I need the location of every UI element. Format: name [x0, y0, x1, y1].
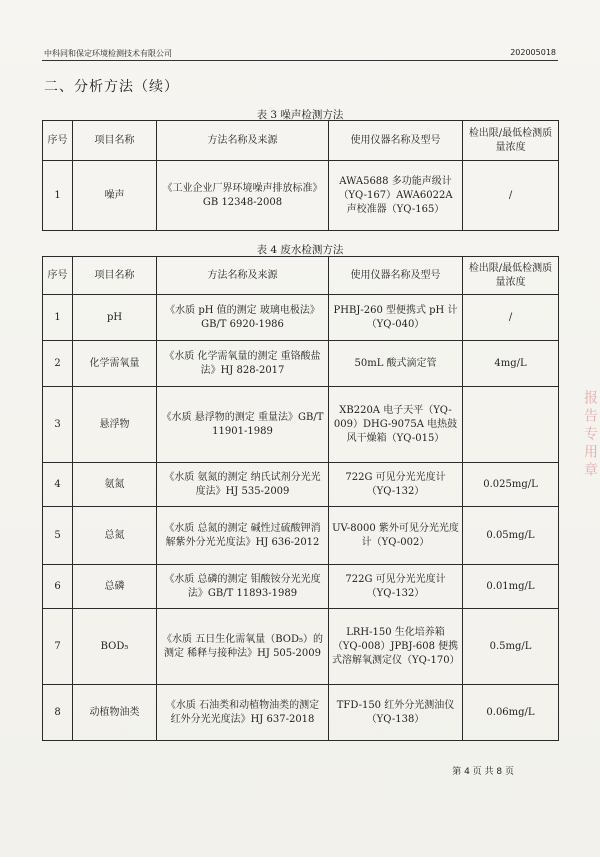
cell-item: 化学需氧量 [73, 341, 157, 387]
table-row [43, 507, 559, 565]
cell-item: BOD₅ [73, 609, 157, 685]
cell-instrument: PHBJ-260 型便携式 pH 计（YQ-040） [329, 295, 463, 341]
col-header: 使用仪器名称及型号 [329, 257, 463, 295]
page-header [44, 48, 556, 59]
cell-method: 《水质 总磷的测定 钼酸铵分光光度法》GB/T 11893-1989 [157, 565, 329, 609]
col-header: 方法名称及来源 [157, 257, 329, 295]
header-divider [42, 60, 558, 61]
cell-instrument: 50mL 酸式滴定管 [329, 341, 463, 387]
col-header: 检出限/最低检测质量浓度 [463, 121, 559, 161]
table-row [43, 341, 559, 387]
cell-method: 《水质 总氮的测定 碱性过硫酸钾消解紫外分光光度法》HJ 636-2012 [157, 507, 329, 565]
table-row [43, 609, 559, 685]
cell-limit: 0.025mg/L [463, 463, 559, 507]
cell-limit: 0.05mg/L [463, 507, 559, 565]
table-row [43, 161, 559, 231]
page-number: 第 4 页 共 8 页 [452, 767, 514, 777]
cell-limit: 0.5mg/L [463, 609, 559, 685]
cell-instrument: TFD-150 红外分光测油仪（YQ-138） [329, 685, 463, 741]
col-header: 使用仪器名称及型号 [329, 121, 463, 161]
cell-method: 《水质 化学需氧量的测定 重铬酸盐法》HJ 828-2017 [157, 341, 329, 387]
cell-instrument: 722G 可见分光光度计（YQ-132） [329, 463, 463, 507]
col-header: 项目名称 [73, 257, 157, 295]
cell-method: 《工业企业厂界环境噪声排放标准》GB 12348-2008 [157, 161, 329, 231]
section-title: 二、分析方法（续） [44, 79, 179, 95]
col-header: 序号 [43, 257, 73, 295]
cell-method: 《水质 五日生化需氧量（BOD₅）的测定 稀释与接种法》HJ 505-2009 [157, 609, 329, 685]
cell-no: 8 [43, 685, 73, 741]
table-header-row [43, 121, 559, 161]
table-row [43, 685, 559, 741]
cell-instrument: XB220A 电子天平（YQ-009）DHG-9075A 电热鼓风干燥箱（YQ-015） [329, 387, 463, 463]
cell-limit: 4mg/L [463, 341, 559, 387]
cell-item: 总氮 [73, 507, 157, 565]
cell-instrument: LRH-150 生化培养箱（YQ-008）JPBJ-608 便携式溶解氧测定仪（YQ-170） [329, 609, 463, 685]
cell-limit: / [463, 161, 559, 231]
cell-instrument: 722G 可见分光光度计（YQ-132） [329, 565, 463, 609]
col-header: 方法名称及来源 [157, 121, 329, 161]
table-row [43, 295, 559, 341]
cell-item: 总磷 [73, 565, 157, 609]
cell-no: 3 [43, 387, 73, 463]
seal-stamp: 报告专用章 [582, 390, 598, 480]
col-header: 检出限/最低检测质量浓度 [463, 257, 559, 295]
col-header: 序号 [43, 121, 73, 161]
cell-instrument: UV-8000 紫外可见分光光度计（YQ-002） [329, 507, 463, 565]
cell-item: 动植物油类 [73, 685, 157, 741]
report-number: 202005018 [510, 48, 556, 57]
cell-item: 噪声 [73, 161, 157, 231]
col-header: 项目名称 [73, 121, 157, 161]
cell-instrument: AWA5688 多功能声级计（YQ-167）AWA6022A 声校准器（YQ-165） [329, 161, 463, 231]
cell-limit: / [463, 295, 559, 341]
cell-limit [463, 387, 559, 463]
company-name: 中科同和保定环境检测技术有限公司 [44, 49, 172, 58]
cell-no: 5 [43, 507, 73, 565]
table-row [43, 463, 559, 507]
cell-limit: 0.06mg/L [463, 685, 559, 741]
cell-no: 2 [43, 341, 73, 387]
cell-item: 氨氮 [73, 463, 157, 507]
cell-no: 6 [43, 565, 73, 609]
table-row [43, 565, 559, 609]
cell-limit: 0.01mg/L [463, 565, 559, 609]
cell-no: 1 [43, 295, 73, 341]
cell-method: 《水质 氨氮的测定 纳氏试剂分光光度法》HJ 535-2009 [157, 463, 329, 507]
cell-method: 《水质 pH 值的测定 玻璃电极法》GB/T 6920-1986 [157, 295, 329, 341]
cell-item: 悬浮物 [73, 387, 157, 463]
cell-no: 1 [43, 161, 73, 231]
cell-method: 《水质 悬浮物的测定 重量法》GB/T 11901-1989 [157, 387, 329, 463]
noise-method-table [42, 120, 559, 231]
table-row [43, 387, 559, 463]
wastewater-method-table [42, 256, 559, 741]
cell-item: pH [73, 295, 157, 341]
cell-no: 7 [43, 609, 73, 685]
table3-caption: 表 3 噪声检测方法 [256, 109, 344, 121]
table-header-row [43, 257, 559, 295]
cell-method: 《水质 石油类和动植物油类的测定 红外分光光度法》HJ 637-2018 [157, 685, 329, 741]
cell-no: 4 [43, 463, 73, 507]
table4-caption: 表 4 废水检测方法 [256, 244, 344, 256]
